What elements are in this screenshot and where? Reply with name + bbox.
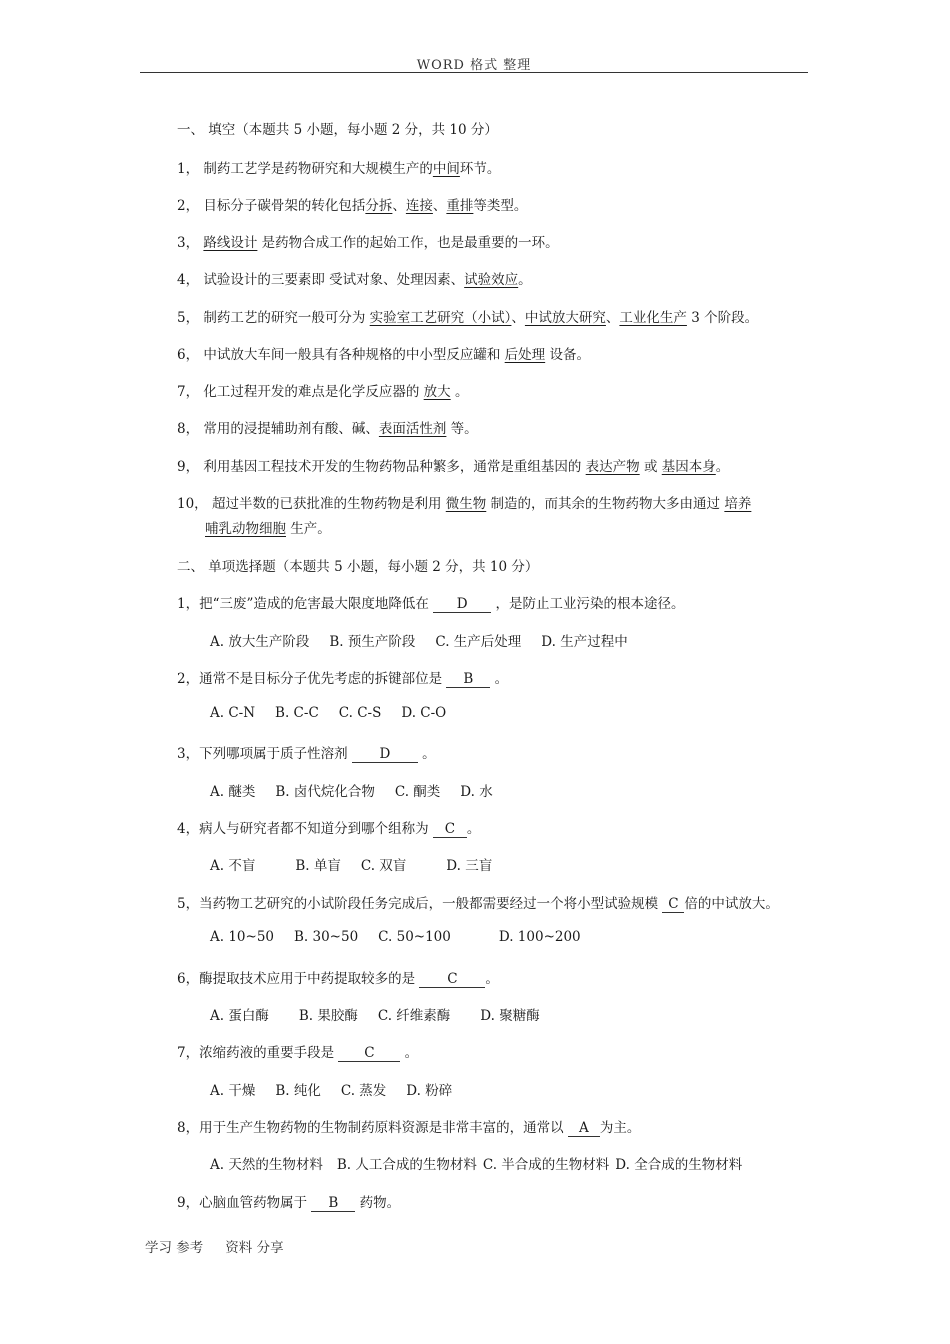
option: A. 天然的生物材料 bbox=[210, 1157, 323, 1173]
question-text: 6，酶提取技术应用于中药提取较多的是 bbox=[177, 971, 420, 987]
answer: 微生物 bbox=[445, 496, 487, 512]
question-text: 4， 试验设计的三要素即 受试对象、处理因素、 bbox=[177, 272, 465, 288]
answer: 哺乳动物细胞 bbox=[205, 521, 286, 537]
choice-question-7 bbox=[177, 1041, 418, 1062]
answer: 后处理 bbox=[504, 347, 546, 363]
fill-question-2: 2， 目标分子碳骨架的转化包括分拆、连接、重排等类型。 bbox=[177, 198, 528, 214]
answer: C bbox=[338, 1046, 400, 1062]
choice-options-3 bbox=[210, 780, 513, 800]
question-text: 制造的，而其余的生物药物大多由通过 bbox=[486, 496, 725, 512]
choice-options-8 bbox=[210, 1153, 762, 1173]
choice-options-4 bbox=[210, 854, 512, 874]
fill-question-7 bbox=[177, 380, 468, 400]
section1-heading: 一、 填空（本题共 5 小题，每小题 2 分，共 10 分） bbox=[177, 122, 498, 138]
question-text: 2， 目标分子碳骨架的转化包括 bbox=[177, 198, 366, 214]
question-text: 3 个阶段。 bbox=[686, 310, 759, 326]
option: C. 双盲 bbox=[360, 858, 407, 874]
answer: 重排 bbox=[446, 198, 474, 214]
option: B. 纯化 bbox=[275, 1083, 321, 1099]
option: A. C-N bbox=[210, 705, 256, 721]
question-text: 。 bbox=[518, 272, 532, 288]
option: C. 50~100 bbox=[378, 929, 451, 945]
answer: 分拆 bbox=[365, 198, 393, 214]
question-text: 3， bbox=[177, 235, 204, 251]
answer: 工业化生产 bbox=[619, 310, 687, 326]
answer: C bbox=[662, 897, 684, 913]
option: A. 10~50 bbox=[210, 929, 274, 945]
header-rule bbox=[140, 72, 808, 73]
choice-question-9 bbox=[177, 1191, 400, 1212]
answer: 基因本身 bbox=[661, 459, 716, 475]
answer: B bbox=[311, 1196, 355, 1212]
answer: A bbox=[568, 1121, 600, 1137]
question-text: 为主。 bbox=[599, 1120, 641, 1136]
choice-question-1 bbox=[177, 592, 684, 613]
choice-question-3 bbox=[177, 742, 436, 763]
question-text: 是药物合成工作的起始工作，也是最重要的一环。 bbox=[257, 235, 559, 251]
fill-question-9: 9， 利用基因工程技术开发的生物药物品种繁多，通常是重组基因的 表达产物 或 基因本身。 bbox=[177, 459, 730, 475]
question-text: 10， 超过半数的已获批准的生物药物是利用 bbox=[177, 496, 446, 512]
option: B. 单盲 bbox=[295, 858, 341, 874]
question-text: 9，心脑血管药物属于 bbox=[177, 1195, 312, 1211]
option: A. 放大生产阶段 bbox=[210, 634, 310, 650]
question-text: 1，把“三废”造成的危害最大限度地降低在 bbox=[177, 596, 434, 612]
fill-question-10 bbox=[177, 492, 751, 512]
question-text: 。 bbox=[417, 746, 436, 762]
choice-options-7 bbox=[210, 1079, 472, 1099]
option: A. 干燥 bbox=[210, 1083, 256, 1099]
answer: D bbox=[352, 747, 418, 763]
answer: 培养 bbox=[724, 496, 752, 512]
option: B. C-C bbox=[275, 705, 319, 721]
option: C. 酮类 bbox=[394, 784, 441, 800]
question-text: 5，当药物工艺研究的小试阶段任务完成后，一般都需要经过一个将小型试验规模 bbox=[177, 896, 663, 912]
choice-question-4 bbox=[177, 817, 480, 838]
question-text: 。 bbox=[450, 384, 469, 400]
answer: 表达产物 bbox=[585, 459, 640, 475]
question-text: 。 bbox=[400, 1045, 419, 1061]
question-text: 5， 制药工艺的研究一般可分为 bbox=[177, 310, 370, 326]
option: A. 不盲 bbox=[210, 858, 256, 874]
option: D. 聚糖酶 bbox=[480, 1008, 540, 1024]
fill-question-8 bbox=[177, 417, 478, 437]
option: D. 三盲 bbox=[446, 858, 493, 874]
question-text: 生产。 bbox=[286, 521, 331, 537]
question-text: 7，浓缩药液的重要手段是 bbox=[177, 1045, 339, 1061]
question-text: 倍的中试放大。 bbox=[684, 896, 779, 912]
answer: D bbox=[433, 597, 491, 613]
answer: 试验效应 bbox=[464, 272, 519, 288]
question-text: 等类型。 bbox=[473, 198, 528, 214]
question-text: ，是防止工业污染的根本途径。 bbox=[491, 596, 685, 612]
answer: 路线设计 bbox=[203, 235, 258, 251]
question-text: 1， 制药工艺学是药物研究和大规模生产的 bbox=[177, 161, 433, 177]
option: D. 全合成的生物材料 bbox=[615, 1157, 743, 1173]
option: B. 卤代烷化合物 bbox=[275, 784, 375, 800]
section2-heading: 二、 单项选择题（本题共 5 小题，每小题 2 分，共 10 分） bbox=[177, 559, 539, 575]
choice-options-1 bbox=[210, 630, 648, 650]
option: C. 蒸发 bbox=[340, 1083, 387, 1099]
choice-options-6 bbox=[210, 1004, 560, 1024]
answer: B bbox=[446, 672, 490, 688]
question-text: 。 bbox=[490, 671, 509, 687]
question-text: 7， 化工过程开发的难点是化学反应器的 bbox=[177, 384, 424, 400]
footer-text: 资料 分享 bbox=[225, 1240, 284, 1256]
question-text: 设备。 bbox=[545, 347, 590, 363]
question-text: 药物。 bbox=[355, 1195, 401, 1211]
answer: C bbox=[419, 972, 485, 988]
choice-question-5 bbox=[177, 892, 779, 913]
fill-question-4 bbox=[177, 268, 532, 288]
question-text: 6， 中试放大车间一般具有各种规格的中小型反应罐和 bbox=[177, 347, 505, 363]
fill-question-1 bbox=[177, 157, 500, 177]
question-text: 等。 bbox=[446, 421, 478, 437]
page-footer bbox=[145, 1236, 306, 1256]
fill-question-3 bbox=[177, 231, 559, 251]
question-text: 8， 常用的浸提辅助剂有酸、碱、 bbox=[177, 421, 379, 437]
page-header: WORD 格式 整理 bbox=[416, 58, 532, 73]
option: A. 蛋白酶 bbox=[210, 1008, 269, 1024]
option: D. 粉碎 bbox=[406, 1083, 453, 1099]
choice-question-8 bbox=[177, 1116, 640, 1137]
answer: 中试放大研究 bbox=[524, 310, 606, 326]
question-text: 。 bbox=[466, 821, 481, 837]
fill-question-10-cont bbox=[205, 517, 331, 537]
answer: 实验室工艺研究（小试） bbox=[369, 310, 512, 326]
option: C. 生产后处理 bbox=[435, 634, 522, 650]
option: C. C-S bbox=[338, 705, 382, 721]
answer: 连接 bbox=[405, 198, 433, 214]
answer: 放大 bbox=[423, 384, 451, 400]
answer: 中间 bbox=[432, 161, 460, 177]
choice-question-6 bbox=[177, 967, 499, 988]
answer: 表面活性剂 bbox=[378, 421, 447, 437]
question-text: 。 bbox=[715, 459, 730, 475]
choice-question-2 bbox=[177, 667, 508, 688]
option: C. 半合成的生物材料 bbox=[482, 1157, 610, 1173]
option: B. 果胶酶 bbox=[298, 1008, 358, 1024]
option: B. 30~50 bbox=[294, 929, 359, 945]
question-text: 3，下列哪项属于质子性溶剂 bbox=[177, 746, 352, 762]
question-text: 2，通常不是目标分子优先考虑的拆键部位是 bbox=[177, 671, 447, 687]
answer: C bbox=[433, 822, 467, 838]
question-text: 4，病人与研究者都不知道分到哪个组称为 bbox=[177, 821, 433, 837]
option: B. 人工合成的生物材料 bbox=[336, 1157, 477, 1173]
choice-options-2 bbox=[210, 705, 466, 721]
fill-question-6 bbox=[177, 343, 590, 363]
question-text: 环节。 bbox=[459, 161, 501, 177]
question-text: 9， 利用基因工程技术开发的生物药物品种繁多，通常是重组基因的 bbox=[177, 459, 586, 475]
question-text: 。 bbox=[485, 971, 499, 987]
option: D. 100~200 bbox=[498, 929, 581, 945]
footer-text: 学习 参考 bbox=[145, 1240, 204, 1256]
choice-options-5 bbox=[210, 929, 601, 945]
option: A. 醚类 bbox=[210, 784, 256, 800]
option: D. 生产过程中 bbox=[541, 634, 628, 650]
fill-question-5: 5， 制药工艺的研究一般可分为 实验室工艺研究（小试）、中试放大研究、工业化生产 3 个阶段。 bbox=[177, 310, 759, 326]
option: D. 水 bbox=[460, 784, 493, 800]
option: B. 预生产阶段 bbox=[329, 634, 416, 650]
option: C. 纤维素酶 bbox=[377, 1008, 451, 1024]
question-text: 8，用于生产生物药物的生物制药原料资源是非常丰富的，通常以 bbox=[177, 1120, 568, 1136]
option: D. C-O bbox=[401, 705, 447, 721]
